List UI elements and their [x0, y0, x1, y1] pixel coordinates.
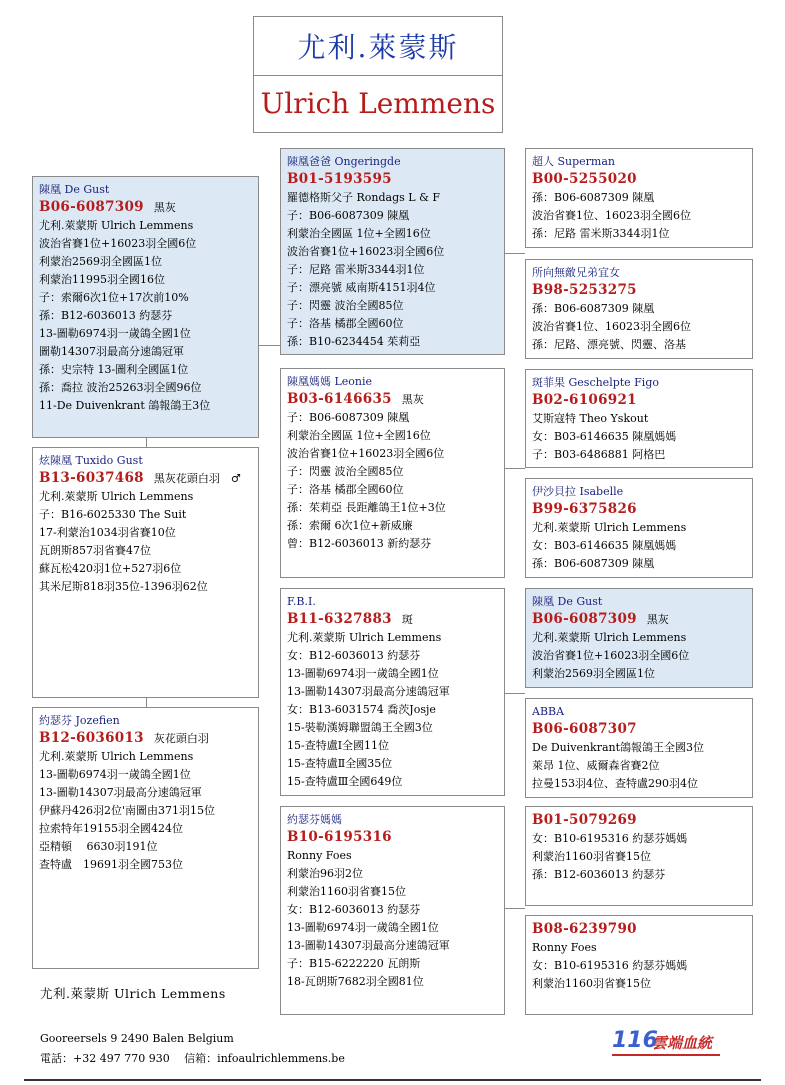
ring-number: B06-6087309 黑灰: [532, 611, 669, 627]
info-line: 孫：喬拉 波治25263羽全國96位: [39, 381, 202, 394]
pedigree-card-ggp-6[interactable]: [525, 698, 753, 798]
pedigree-card-sire[interactable]: [32, 447, 259, 698]
info-line: 其米尼斯818羽35位-1396羽62位: [39, 580, 208, 593]
pigeon-color: 黑灰花頭白羽 ♂: [153, 472, 241, 485]
ring-number: B02-6106921: [532, 392, 637, 408]
info-line: 利蒙治全國區 1位+全國16位: [287, 429, 431, 442]
pigeon-name: ABBA: [532, 705, 565, 718]
pedigree-card-ggp-5[interactable]: [525, 588, 753, 688]
info-line: 萊昂 1位、威爾森省賽2位: [532, 759, 660, 772]
info-line: 17-利蒙治1034羽省賽10位: [39, 526, 176, 539]
connector: [258, 345, 280, 346]
pedigree-card-ggp-4[interactable]: [525, 478, 753, 578]
ring-number: B12-6036013 灰花頭白羽: [39, 730, 209, 746]
info-line: 瓦朗斯857羽省賽47位: [39, 544, 151, 557]
info-line: 孫：B10-6234454 茱莉亞: [287, 335, 421, 348]
pedigree-card-grandsire-paternal[interactable]: [280, 148, 505, 355]
info-line: 亞精頓 6630羽191位: [39, 840, 158, 853]
info-line: 15-裝勒漢姆聯盟鴿王全國3位: [287, 721, 433, 734]
logo-number: 116: [612, 1028, 658, 1053]
info-line: 曾：B12-6036013 新約瑟芬: [287, 537, 432, 550]
info-line: 利蒙治2569羽全國區1位: [39, 255, 162, 268]
pedigree-card-ggp-8[interactable]: [525, 915, 753, 1015]
pedigree-card-subject[interactable]: [32, 176, 259, 438]
title-chinese: 尤利.萊蒙斯: [254, 17, 502, 76]
info-line: 孫：B06-6087309 陳凰: [532, 191, 655, 204]
ring-number: B99-6375826: [532, 501, 637, 517]
pigeon-name: F.B.I.: [287, 595, 316, 608]
info-line: 利蒙治全國區 1位+全國16位: [287, 227, 431, 240]
info-line: 子：閃靈 波治全國85位: [287, 465, 404, 478]
connector: [146, 437, 147, 447]
info-line: 波治省賽1位+16023羽全國6位: [532, 649, 690, 662]
info-line: 子：漂亮號 威南斯4151羽4位: [287, 281, 436, 294]
pedigree-card-dam[interactable]: [32, 707, 259, 969]
info-line: 子：B15-6222220 瓦朗斯: [287, 957, 421, 970]
pedigree-card-ggp-7[interactable]: [525, 806, 753, 906]
info-line: 利蒙治1160羽省賽15位: [532, 850, 651, 863]
info-line: 波治省賽1位、16023羽全國6位: [532, 209, 691, 222]
info-line: 15-查特盧Ⅲ全國649位: [287, 775, 403, 788]
info-line: 孫：尼路 雷米斯3344羽1位: [532, 227, 670, 240]
ring-number: B11-6327883 斑: [287, 611, 413, 627]
info-line: 孫：史宗特 13-圖利全國區1位: [39, 363, 189, 376]
info-line: 子：索爾6次1位+17次前10%: [39, 291, 189, 304]
info-line: 尤利.萊蒙斯 Ulrich Lemmens: [39, 750, 194, 763]
info-line: 羅德格斯父子 Rondags L & F: [287, 191, 440, 204]
info-line: 蘇瓦松420羽1位+527羽6位: [39, 562, 182, 575]
title-box: [253, 16, 503, 133]
pigeon-name: 陳凰 De Gust: [532, 595, 603, 608]
info-line: 子：尼路 雷米斯3344羽1位: [287, 263, 425, 276]
pigeon-name: 超人 Superman: [532, 155, 615, 168]
ring-number: B08-6239790: [532, 921, 637, 937]
info-line: 孫：茱莉亞 長距離鴿王1位+3位: [287, 501, 446, 514]
info-line: 波治省賽1位+16023羽全國6位: [287, 447, 445, 460]
info-line: 利蒙治2569羽全國區1位: [532, 667, 655, 680]
info-line: 查特盧 19691羽全國753位: [39, 858, 183, 871]
breeder-name: 尤利.萊蒙斯 Ulrich Lemmens: [40, 986, 226, 1001]
logo-underline: [612, 1054, 720, 1056]
connector: [505, 468, 525, 469]
pedigree-card-ggp-3[interactable]: [525, 369, 753, 468]
pigeon-color: 黑灰: [153, 201, 176, 214]
info-line: 孫：B12-6036013 約瑟芬: [39, 309, 173, 322]
info-line: 15-查特盧Ⅰ全國11位: [287, 739, 390, 752]
pigeon-name: 伊沙貝拉 Isabelle: [532, 485, 624, 498]
pigeon-color: 黑灰: [401, 393, 424, 406]
breeder-contact: 電話：+32 497 770 930 信箱：infoaulrichlemmens.be: [40, 1052, 345, 1065]
pigeon-color: 灰花頭白羽: [153, 732, 209, 745]
info-line: 尤利.萊蒙斯 Ulrich Lemmens: [39, 490, 194, 503]
info-line: 11-De Duivenkrant 鴿報鴿王3位: [39, 399, 211, 412]
logo-text: 雲端血統: [652, 1034, 713, 1052]
ring-number: B03-6146635 黑灰: [287, 391, 424, 407]
title-english-text: Ulrich Lemmens: [260, 87, 496, 120]
info-line: 孫：索爾 6次1位+新威廉: [287, 519, 413, 532]
pigeon-name: 陳凰爸爸 Ongeringde: [287, 155, 401, 168]
info-line: De Duivenkrant鴿報鴿王全國3位: [532, 741, 705, 754]
connector: [505, 693, 525, 694]
info-line: 尤利.萊蒙斯 Ulrich Lemmens: [39, 219, 194, 232]
info-line: 13-圖勒6974羽一歲鴿全國1位: [39, 768, 191, 781]
ring-number: B01-5079269: [532, 812, 637, 828]
pigeon-name: 炫陳凰 Tuxido Gust: [39, 454, 143, 467]
connector: [505, 253, 525, 254]
info-line: 女：B03-6146635 陳凰媽媽: [532, 539, 677, 552]
info-line: 女：B12-6036013 約瑟芬: [287, 649, 421, 662]
info-line: 波治省賽1位、16023羽全國6位: [532, 320, 691, 333]
ring-number: B98-5253275: [532, 282, 637, 298]
info-line: Ronny Foes: [532, 941, 597, 954]
info-line: 利蒙治1160羽省賽15位: [532, 977, 651, 990]
info-line: 孫：B06-6087309 陳凰: [532, 302, 655, 315]
info-line: Ronny Foes: [287, 849, 352, 862]
info-line: 子：洛基 橘郡全國60位: [287, 483, 404, 496]
pigeon-name: 斑菲果 Geschelpte Figo: [532, 376, 659, 389]
info-line: 尤利.萊蒙斯 Ulrich Lemmens: [287, 631, 442, 644]
pigeon-name: 所向無敵兄弟宜女: [532, 266, 620, 279]
info-line: 子：B16-6025330 The Suit: [39, 508, 187, 521]
info-line: 子：B06-6087309 陳凰: [287, 209, 410, 222]
info-line: 圖勒14307羽最高分速鴿冠軍: [39, 345, 184, 358]
info-line: 尤利.萊蒙斯 Ulrich Lemmens: [532, 631, 687, 644]
info-line: 子：洛基 橘郡全國60位: [287, 317, 404, 330]
info-line: 女：B13-6031574 喬茨Josje: [287, 703, 436, 716]
info-line: 13-圖勒6974羽一歲鴿全國1位: [39, 327, 191, 340]
pedigree-card-granddam-paternal[interactable]: [280, 368, 505, 578]
info-line: 子：B03-6486881 阿格巴: [532, 448, 666, 461]
info-line: 利蒙治11995羽全國16位: [39, 273, 165, 286]
info-line: 女：B03-6146635 陳凰媽媽: [532, 430, 677, 443]
pigeon-color: 斑: [401, 613, 413, 626]
info-line: 女：B10-6195316 約瑟芬媽媽: [532, 959, 688, 972]
pedigree-card-ggp-1[interactable]: [525, 148, 753, 248]
info-line: 孫：B12-6036013 約瑟芬: [532, 868, 666, 881]
pedigree-card-grandsire-maternal[interactable]: [280, 588, 505, 796]
info-line: 女：B12-6036013 約瑟芬: [287, 903, 421, 916]
bottom-divider: [24, 1079, 761, 1081]
info-line: 拉曼153羽4位、查特盧290羽4位: [532, 777, 698, 790]
breeder-address: Gooreersels 9 2490 Balen Belgium: [40, 1032, 234, 1045]
ring-number: B01-5193595: [287, 171, 392, 187]
info-line: 孫：尼路、漂亮號、閃靈、洛基: [532, 338, 686, 351]
ring-number: B13-6037468 黑灰花頭白羽 ♂: [39, 470, 241, 486]
pigeon-name: 約瑟芬 Jozefien: [39, 714, 120, 727]
info-line: 13-圖勒14307羽最高分速鴿冠軍: [287, 939, 450, 952]
info-line: 子：B06-6087309 陳凰: [287, 411, 410, 424]
info-line: 13-圖勒6974羽一歲鴿全國1位: [287, 667, 439, 680]
pigeon-name: 陳凰 De Gust: [39, 183, 110, 196]
pedigree-card-granddam-maternal[interactable]: [280, 806, 505, 1015]
connector: [146, 697, 147, 707]
info-line: 伊蘇丹426羽2位'南圖由371羽15位: [39, 804, 216, 817]
info-line: 15-查特盧Ⅱ全國35位: [287, 757, 393, 770]
info-line: 孫：B06-6087309 陳凰: [532, 557, 655, 570]
ring-number: B10-6195316: [287, 829, 392, 845]
info-line: 13-圖勒14307羽最高分速鴿冠軍: [39, 786, 202, 799]
info-line: 拉索特年19155羽全國424位: [39, 822, 183, 835]
title-english: [254, 75, 502, 133]
info-line: 波治省賽1位+16023羽全國6位: [287, 245, 445, 258]
pedigree-card-ggp-2[interactable]: [525, 259, 753, 359]
info-line: 尤利.萊蒙斯 Ulrich Lemmens: [532, 521, 687, 534]
info-line: 女：B10-6195316 約瑟芬媽媽: [532, 832, 688, 845]
info-line: 利蒙治1160羽省賽15位: [287, 885, 406, 898]
pigeon-name: 陳凰媽媽 Leonie: [287, 375, 373, 388]
ring-number: B06-6087309 黑灰: [39, 199, 176, 215]
pigeon-name: 約瑟芬媽媽: [287, 813, 342, 826]
info-line: 艾斯寇特 Theo Yskout: [532, 412, 649, 425]
info-line: 子：閃靈 波治全國85位: [287, 299, 404, 312]
info-line: 13-圖勒14307羽最高分速鴿冠軍: [287, 685, 450, 698]
connector: [505, 908, 525, 909]
pigeon-color: 黑灰: [646, 613, 669, 626]
info-line: 利蒙治96羽2位: [287, 867, 363, 880]
info-line: 13-圖勒6974羽一歲鴿全國1位: [287, 921, 439, 934]
info-line: 波治省賽1位+16023羽全國6位: [39, 237, 197, 250]
ring-number: B00-5255020: [532, 171, 637, 187]
ring-number: B06-6087307: [532, 721, 637, 737]
brand-logo: [612, 1030, 722, 1056]
info-line: 18-瓦朗斯7682羽全國81位: [287, 975, 424, 988]
